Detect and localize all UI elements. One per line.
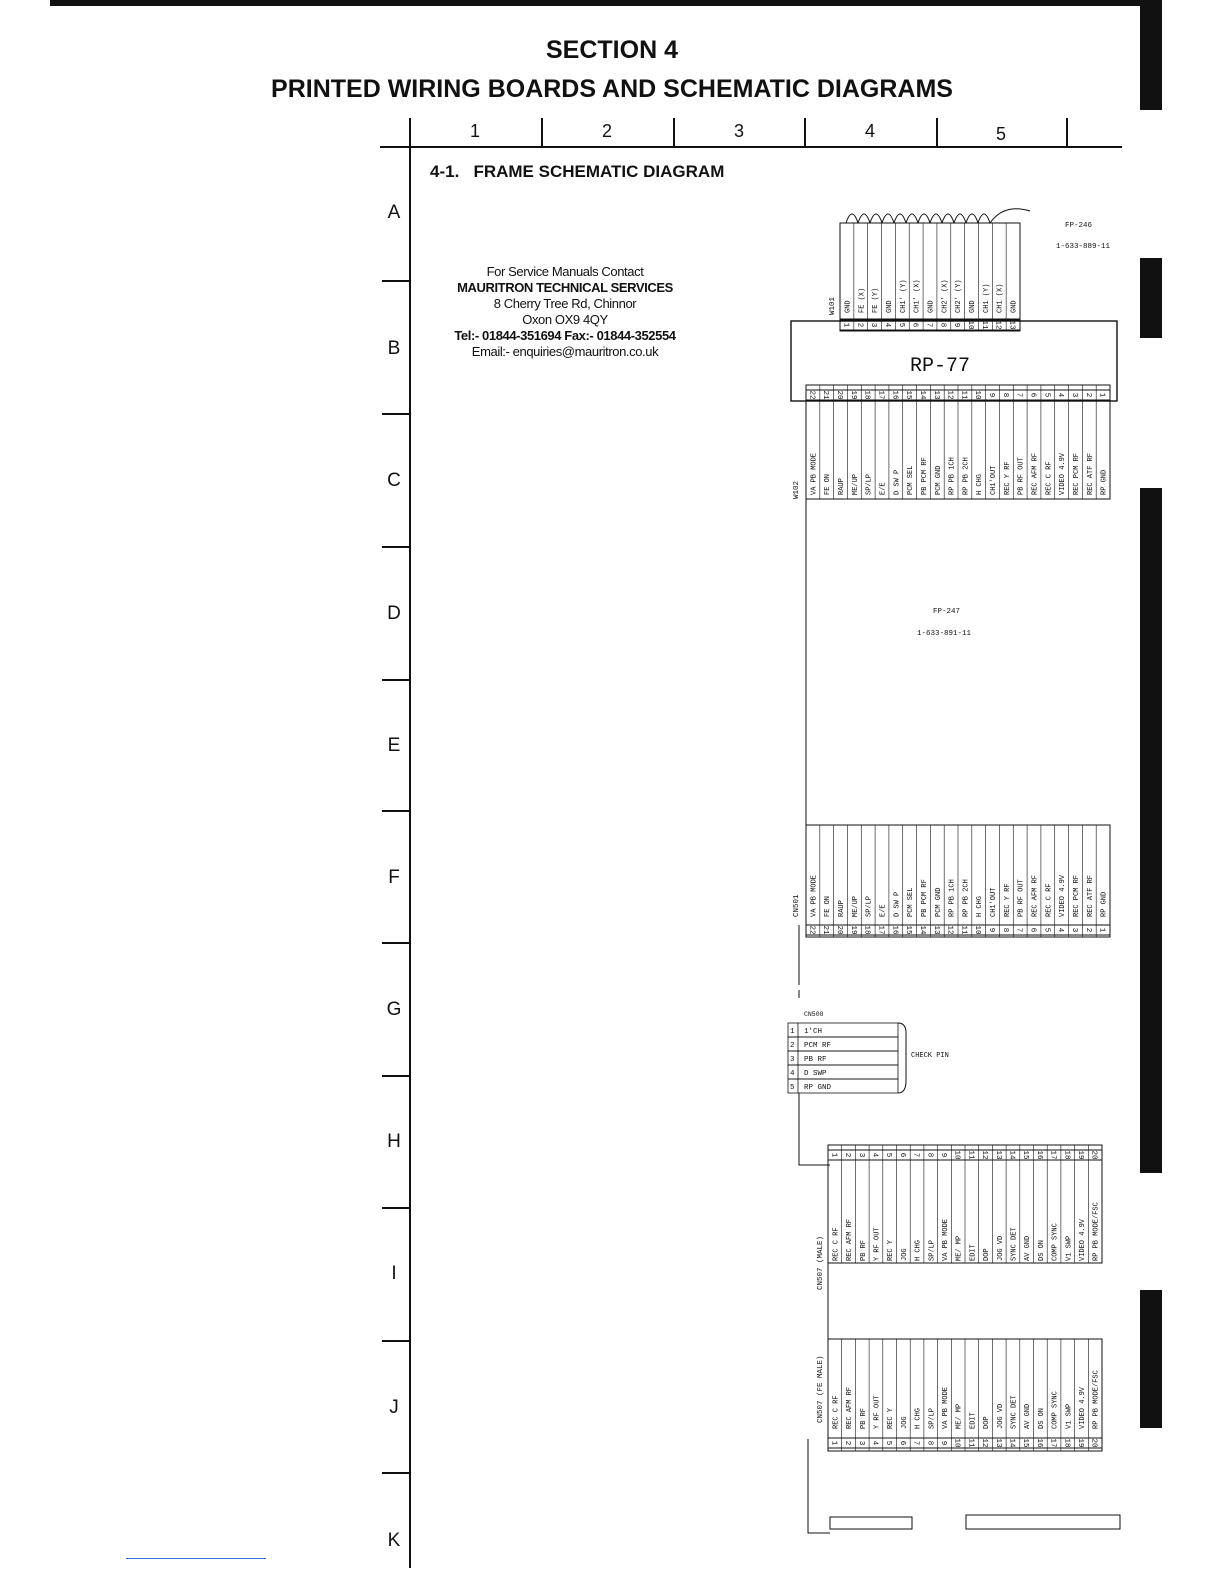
pin-number: 1 — [841, 322, 850, 328]
pin-label: VA PB MODE — [810, 452, 819, 495]
pin-label: PB RF — [859, 1407, 868, 1429]
row-label: H — [387, 1131, 401, 1152]
pin-label: ME/UP — [851, 473, 860, 495]
pin-number: 18 — [1062, 1438, 1071, 1448]
pin-number: 10 — [973, 390, 982, 400]
pin-number: 4 — [870, 1440, 879, 1446]
cn501-label: CN501 — [793, 894, 801, 917]
cn508-lead — [799, 1093, 830, 1165]
pin-label: REC AFM RF — [846, 1218, 855, 1261]
check-pin-signal: PB RF — [804, 1056, 827, 1064]
pin-number: 4 — [870, 1152, 879, 1158]
check-pin-label: CHECK PIN — [911, 1052, 949, 1060]
right-edge-bar — [1140, 488, 1162, 1173]
pin-label: COMP SYNC — [1051, 1223, 1060, 1261]
pin-label: V1 SWP — [1065, 1403, 1074, 1429]
pin-label: REC PCM RF — [1072, 874, 1081, 917]
pin-label: D SW P — [893, 891, 902, 917]
pin-label: ME/UP — [851, 895, 860, 917]
pin-number: 5 — [884, 1440, 893, 1446]
cn507-fe-label: CN507 (FE MALE) — [817, 1355, 825, 1423]
pin-number: 13 — [931, 390, 940, 400]
pin-label: FE (Y) — [872, 287, 881, 313]
cn507-lead — [808, 1439, 830, 1533]
pin-number: 1 — [1097, 392, 1106, 398]
check-pin-bracket — [898, 1023, 906, 1093]
pin-number: 1 — [790, 1028, 795, 1036]
pin-label: PB RF — [859, 1239, 868, 1261]
pin-number: 12 — [945, 925, 954, 935]
pin-label: FE ON — [824, 895, 833, 917]
pin-label: REC ATF RF — [1086, 874, 1095, 917]
pin-number: 21 — [821, 390, 830, 400]
pin-label: REC Y — [887, 1239, 896, 1261]
pin-number: 8 — [925, 1152, 934, 1158]
w101-label: W101 — [829, 296, 837, 315]
contact-line: For Service Manuals Contact — [486, 264, 644, 279]
cn507-label: CN507 (MALE) — [817, 1235, 825, 1290]
pin-label: EDIT — [969, 1412, 978, 1429]
pin-number: 3 — [869, 322, 878, 328]
column-label: 1 — [469, 121, 480, 141]
pin-number: 5 — [896, 322, 905, 328]
pin-label: RAUP — [838, 900, 847, 917]
pin-number: 1 — [829, 1440, 838, 1446]
pin-label: SYNC DET — [1010, 1227, 1019, 1261]
pin-label: VA PB MODE — [941, 1386, 950, 1429]
pin-number: 21 — [821, 925, 830, 935]
contact-address: Oxon OX9 4QY — [522, 312, 608, 327]
frame-schematic — [780, 195, 1130, 1584]
pin-label: JOG — [900, 1248, 909, 1261]
pin-number: 3 — [856, 1440, 865, 1446]
pin-number: 8 — [925, 1440, 934, 1446]
pin-number: 3 — [790, 1056, 795, 1064]
fp247-part-number: 1-633-891-11 — [917, 630, 972, 638]
row-label: D — [387, 603, 401, 624]
pin-number: 17 — [876, 925, 885, 935]
pin-number: 7 — [1014, 392, 1023, 398]
row-divider — [382, 810, 410, 812]
pin-label: PCM GND — [934, 887, 943, 917]
pin-number: 20 — [1089, 1150, 1098, 1160]
pin-number: 12 — [993, 320, 1002, 330]
row-label: K — [387, 1530, 401, 1551]
row-label: J — [389, 1397, 399, 1418]
pin-number: 11 — [979, 320, 988, 330]
pin-label: REC C RF — [1045, 883, 1054, 917]
pin-number: 20 — [835, 925, 844, 935]
pin-number: 15 — [1021, 1150, 1030, 1160]
row-ruler-line — [409, 118, 411, 1568]
column-label: 5 — [995, 124, 1006, 144]
pin-label: FE (X) — [858, 287, 867, 313]
pin-number: 4 — [1056, 927, 1065, 933]
row-label: F — [388, 867, 400, 888]
pin-label: JOG — [900, 1416, 909, 1429]
pin-number: 5 — [1042, 392, 1051, 398]
row-divider — [382, 1207, 410, 1209]
pin-number: 17 — [876, 390, 885, 400]
pin-number: 20 — [835, 390, 844, 400]
pin-number: 14 — [1007, 1150, 1016, 1160]
pin-number: 15 — [904, 925, 913, 935]
pin-number: 12 — [980, 1150, 989, 1160]
pin-number: 18 — [1062, 1150, 1071, 1160]
pin-number: 6 — [910, 322, 919, 328]
pin-label: PB PCM RF — [920, 457, 929, 495]
pin-label: SYNC DET — [1010, 1395, 1019, 1429]
row-label: G — [386, 999, 402, 1020]
pin-label: REC Y RF — [1003, 461, 1012, 495]
pin-label: RAUP — [838, 478, 847, 495]
pin-label: REC C RF — [1045, 461, 1054, 495]
pin-number: 9 — [952, 322, 961, 328]
contact-address: 8 Cherry Tree Rd, Chinnor — [493, 296, 637, 311]
diagram-title: 4-1. FRAME SCHEMATIC DIAGRAM — [430, 162, 725, 181]
right-edge-bar — [1140, 1290, 1162, 1428]
pin-label: D SW P — [893, 469, 902, 495]
pin-label: RP PB 2CH — [962, 879, 971, 917]
pin-number: 11 — [966, 1438, 975, 1448]
pin-label: ME/ MP — [955, 1403, 964, 1429]
link-underline — [126, 1558, 266, 1559]
pin-number: 5 — [1042, 927, 1051, 933]
pin-label: V1 SWP — [1065, 1235, 1074, 1261]
pin-label: CH1 (X) — [996, 283, 1005, 313]
pin-number: 9 — [987, 927, 996, 933]
row-divider — [382, 1075, 410, 1077]
pin-number: 13 — [1007, 320, 1016, 330]
row-label: E — [387, 735, 401, 756]
pin-label: SP/LP — [928, 1239, 937, 1261]
pin-number: 12 — [980, 1438, 989, 1448]
pin-label: REC AFM RF — [846, 1386, 855, 1429]
check-pin-signal: D SWP — [804, 1070, 827, 1078]
column-divider — [541, 118, 543, 146]
pin-number: 6 — [897, 1152, 906, 1158]
pin-label: SP/LP — [928, 1407, 937, 1429]
column-label: 4 — [864, 121, 875, 141]
pin-label: DOP — [983, 1416, 992, 1429]
row-divider — [382, 546, 410, 548]
check-pin-signal: RP GND — [804, 1084, 832, 1092]
pin-number: 9 — [938, 1152, 947, 1158]
pin-number: 17 — [1048, 1438, 1057, 1448]
column-divider — [673, 118, 675, 146]
right-edge-bar — [1140, 258, 1162, 338]
section-heading: SECTION 4 — [546, 36, 678, 64]
row-label: I — [391, 1263, 397, 1284]
pin-label: RP PB 1CH — [948, 879, 957, 917]
row-divider — [382, 942, 410, 944]
pin-label: PB RF OUT — [1017, 879, 1026, 917]
pin-number: 10 — [952, 1150, 961, 1160]
pin-number: 11 — [966, 1150, 975, 1160]
pin-number: 3 — [856, 1152, 865, 1158]
pin-label: PB PCM RF — [920, 879, 929, 917]
pin-number: 1 — [1097, 927, 1106, 933]
pin-number: 2 — [1083, 392, 1092, 398]
pin-number: 7 — [1014, 927, 1023, 933]
pin-number: 19 — [848, 390, 857, 400]
pin-number: 9 — [938, 1440, 947, 1446]
pin-label: Y RF OUT — [873, 1395, 882, 1429]
pin-number: 10 — [973, 925, 982, 935]
pin-label: EDIT — [969, 1244, 978, 1261]
pin-number: 1 — [829, 1152, 838, 1158]
pin-label: AV GND — [1024, 1235, 1033, 1261]
pin-label: VIDEO 4.9V — [1059, 452, 1068, 495]
pin-number: 12 — [945, 390, 954, 400]
pin-label: E/E — [879, 904, 888, 917]
pin-number: 18 — [862, 390, 871, 400]
fp246-part-number: 1-633-889-11 — [1056, 243, 1111, 251]
pin-label: H CHG — [976, 473, 985, 495]
contact-email: Email:- enquiries@mauritron.co.uk — [471, 344, 659, 359]
pin-label: FE ON — [824, 473, 833, 495]
pin-number: 8 — [938, 322, 947, 328]
pin-label: RP PB MODE/FSC — [1092, 1202, 1101, 1261]
page-title: PRINTED WIRING BOARDS AND SCHEMATIC DIAGRAMS — [271, 75, 953, 103]
pin-number: 22 — [807, 390, 816, 400]
pin-number: 10 — [952, 1438, 961, 1448]
pin-number: 9 — [987, 392, 996, 398]
pin-label: RP GND — [1100, 469, 1109, 495]
contact-company: MAURITRON TECHNICAL SERVICES — [457, 280, 673, 295]
pin-number: 14 — [917, 390, 926, 400]
pin-number: 4 — [882, 322, 891, 328]
pin-number: 8 — [1000, 392, 1009, 398]
pin-number: 20 — [1089, 1438, 1098, 1448]
column-label: 3 — [733, 121, 744, 141]
column-divider — [1066, 118, 1068, 146]
pin-number: 2 — [843, 1440, 852, 1446]
pin-label: REC Y RF — [1003, 883, 1012, 917]
pin-label: CH1 (Y) — [982, 283, 991, 313]
pin-label: PB RF OUT — [1017, 457, 1026, 495]
pin-number: 22 — [807, 925, 816, 935]
pin-number: 19 — [1075, 1150, 1084, 1160]
contact-block — [430, 264, 700, 360]
pin-label: AV GND — [1024, 1403, 1033, 1429]
pin-label: GND — [1010, 300, 1019, 313]
pin-label: VIDEO 4.9V — [1059, 874, 1068, 917]
pin-number: 16 — [890, 925, 899, 935]
pin-number: 16 — [890, 390, 899, 400]
pin-label: COMP SYNC — [1051, 1391, 1060, 1429]
pin-label: RP PB MODE/FSC — [1092, 1370, 1101, 1429]
pin-label: VA PB MODE — [810, 874, 819, 917]
pin-number: 10 — [966, 320, 975, 330]
pin-number: 19 — [848, 925, 857, 935]
pin-label: GND — [969, 300, 978, 313]
pin-number: 15 — [1021, 1438, 1030, 1448]
row-divider — [382, 413, 410, 415]
pin-number: 14 — [917, 925, 926, 935]
pin-label: REC C RF — [832, 1395, 841, 1429]
pin-label: DS ON — [1037, 1407, 1046, 1429]
check-pin-signal: 1'CH — [804, 1028, 823, 1036]
pin-number: 13 — [931, 925, 940, 935]
pin-number: 18 — [862, 925, 871, 935]
pin-label: REC ATF RF — [1086, 452, 1095, 495]
pin-label: ME/ MP — [955, 1235, 964, 1261]
pin-label: Y RF OUT — [873, 1227, 882, 1261]
pin-number: 17 — [1048, 1150, 1057, 1160]
pin-number: 16 — [1034, 1150, 1043, 1160]
pin-label: CH2' (Y) — [955, 279, 964, 313]
pin-number: 5 — [884, 1152, 893, 1158]
top-border-bar — [50, 0, 1150, 6]
pin-label: CH1' (X) — [913, 279, 922, 313]
contact-phone: Tel:- 01844-351694 Fax:- 01844-352554 — [454, 328, 676, 343]
pin-number: 13 — [993, 1438, 1002, 1448]
pin-number: 7 — [924, 322, 933, 328]
row-divider — [382, 1472, 410, 1474]
pin-label: GND — [927, 300, 936, 313]
pin-label: CH2' (X) — [941, 279, 950, 313]
pin-label: GND — [885, 300, 894, 313]
pin-label: DS ON — [1037, 1239, 1046, 1261]
row-label: A — [387, 202, 401, 223]
pin-label: REC AFM RF — [1031, 452, 1040, 495]
column-divider — [804, 118, 806, 146]
pin-label: VIDEO 4.9V — [1078, 1386, 1087, 1429]
pin-number: 16 — [1034, 1438, 1043, 1448]
row-divider — [382, 280, 410, 282]
pin-label: H CHG — [914, 1407, 923, 1429]
pin-label: REC Y — [887, 1407, 896, 1429]
pin-number: 2 — [855, 322, 864, 328]
pin-number: 3 — [1069, 392, 1078, 398]
pin-number: 2 — [1083, 927, 1092, 933]
pin-label: SP/LP — [865, 473, 874, 495]
column-divider — [936, 118, 938, 146]
pin-label: CH1'OUT — [990, 887, 999, 917]
row-label: C — [387, 470, 401, 491]
pin-label: PCM GND — [934, 465, 943, 495]
pin-number: 7 — [911, 1440, 920, 1446]
pin-number: 7 — [911, 1152, 920, 1158]
pin-number: 3 — [1069, 927, 1078, 933]
pin-number: 6 — [897, 1440, 906, 1446]
row-divider — [382, 1340, 410, 1342]
column-ruler-line — [380, 146, 1122, 148]
column-label: 2 — [601, 121, 612, 141]
pin-label: REC AFM RF — [1031, 874, 1040, 917]
pin-label: VIDEO 4.9V — [1078, 1218, 1087, 1261]
fp247-board-label: FP-247 — [933, 608, 961, 616]
pin-label: E/E — [879, 482, 888, 495]
pin-number: 8 — [1000, 927, 1009, 933]
pin-label: JOG VD — [996, 1235, 1005, 1261]
pin-label: VA PB MODE — [941, 1218, 950, 1261]
check-pin-signal: PCM RF — [804, 1042, 832, 1050]
pin-number: 11 — [959, 925, 968, 935]
pin-number: 13 — [993, 1150, 1002, 1160]
pin-label: RP PB 2CH — [962, 457, 971, 495]
pin-label: H CHG — [914, 1239, 923, 1261]
cn508-label: CN508 — [804, 1011, 824, 1018]
pin-number: 6 — [1028, 392, 1037, 398]
row-divider — [382, 679, 410, 681]
pin-number: 4 — [1056, 392, 1065, 398]
pin-number: 11 — [959, 390, 968, 400]
rp77-label: RP-77 — [910, 355, 971, 378]
pin-label: CH1'OUT — [990, 465, 999, 495]
pin-number: 5 — [790, 1084, 795, 1092]
pin-number: 4 — [790, 1070, 795, 1078]
pin-label: RP GND — [1100, 891, 1109, 917]
pin-label: PCM SEL — [907, 465, 916, 495]
pin-label: RP PB 1CH — [948, 457, 957, 495]
pin-number: 2 — [790, 1042, 795, 1050]
pin-label: DOP — [983, 1248, 992, 1261]
row-label: B — [387, 338, 401, 359]
pin-number: 6 — [1028, 927, 1037, 933]
pin-label: CH1' (Y) — [899, 279, 908, 313]
w102-label: W102 — [793, 480, 801, 499]
pin-label: H CHG — [976, 895, 985, 917]
fp246-board-label: FP-246 — [1065, 222, 1093, 230]
pin-number: 14 — [1007, 1438, 1016, 1448]
pin-label: SP/LP — [865, 895, 874, 917]
pin-label: REC C RF — [832, 1227, 841, 1261]
pin-label: GND — [844, 300, 853, 313]
pin-label: REC PCM RF — [1072, 452, 1081, 495]
pin-label: JOG VD — [996, 1403, 1005, 1429]
pin-number: 2 — [843, 1152, 852, 1158]
pin-number: 15 — [904, 390, 913, 400]
pin-number: 19 — [1075, 1438, 1084, 1448]
pin-label: PCM SEL — [907, 887, 916, 917]
